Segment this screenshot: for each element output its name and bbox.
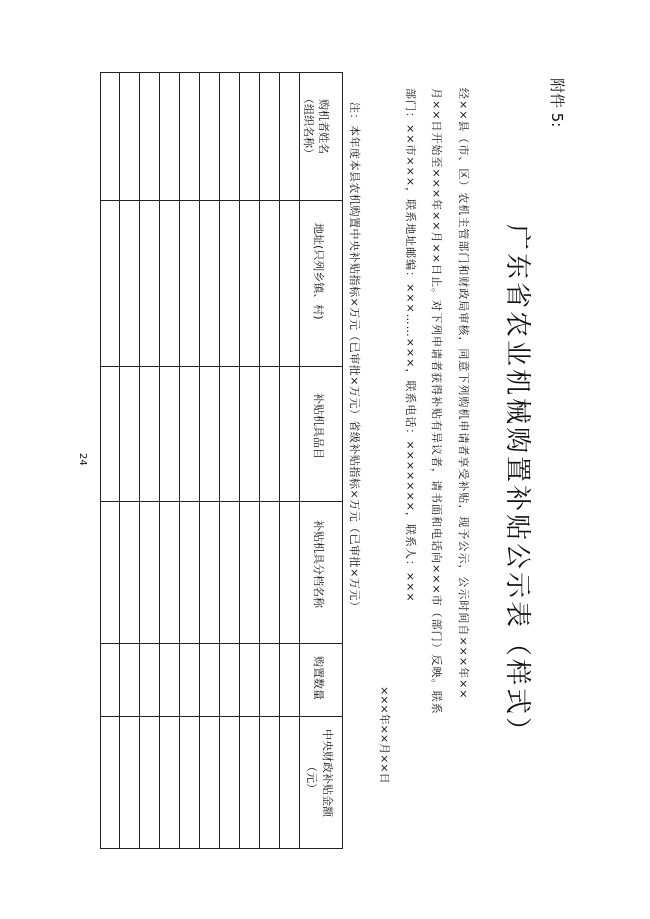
subsidy-table: [100, 72, 343, 849]
header-unit: （元）: [305, 761, 318, 794]
table-row-divider: [159, 73, 160, 848]
header-address: 地址(只列乡镇、村): [312, 223, 325, 320]
table-row-divider: [199, 73, 200, 848]
table-divider: [101, 366, 342, 367]
notice-date: ×××年××月××日: [378, 686, 391, 784]
header-machine-item: 补贴机具品目: [312, 393, 325, 459]
table-divider: [101, 643, 342, 644]
page-title: 广东省农业机械购置补贴公示表（样式）: [502, 224, 532, 747]
notice-paragraph-line-2: 月××日开始至×××年××月××日止。对下列申请者获得补贴有异议者，请书面和电话向×××市（部门）反映。联系: [430, 88, 443, 715]
header-buyer-org: （组织名称）: [302, 93, 315, 159]
subsidy-note: 注：本年度本县农机购置中央补贴指标×万元（已审批×万元）省级补贴指标×万元（已审批×万元）: [348, 102, 361, 613]
table-row-divider: [279, 73, 280, 848]
table-divider: [101, 501, 342, 502]
header-central-amount: 中央财政补贴金额: [321, 729, 334, 817]
header-machine-class: 补贴机具分档名称: [312, 520, 325, 608]
table-row-divider: [239, 73, 240, 848]
annex-label: 附件 5:: [548, 78, 566, 128]
table-divider: [101, 716, 342, 717]
notice-paragraph-line-1: 经××县（市、区）农机主管部门和财政局审核，同意下列购机申请者享受补贴，现予公示，公示时间自×××年××: [457, 88, 470, 700]
table-row-divider: [299, 73, 300, 848]
notice-paragraph-line-3: 部门：××市×××，联系地址邮编：×××……×××，联系电话：×××××××，联系人：×××: [404, 88, 417, 603]
table-row-divider: [119, 73, 120, 848]
table-divider: [101, 200, 342, 201]
header-buyer-name: 购机者姓名: [317, 99, 330, 154]
table-row-divider: [259, 73, 260, 848]
table-row-divider: [139, 73, 140, 848]
table-row-divider: [179, 73, 180, 848]
header-quantity: 购置数量: [312, 656, 325, 700]
table-row-divider: [219, 73, 220, 848]
page-number: 24: [77, 453, 88, 466]
